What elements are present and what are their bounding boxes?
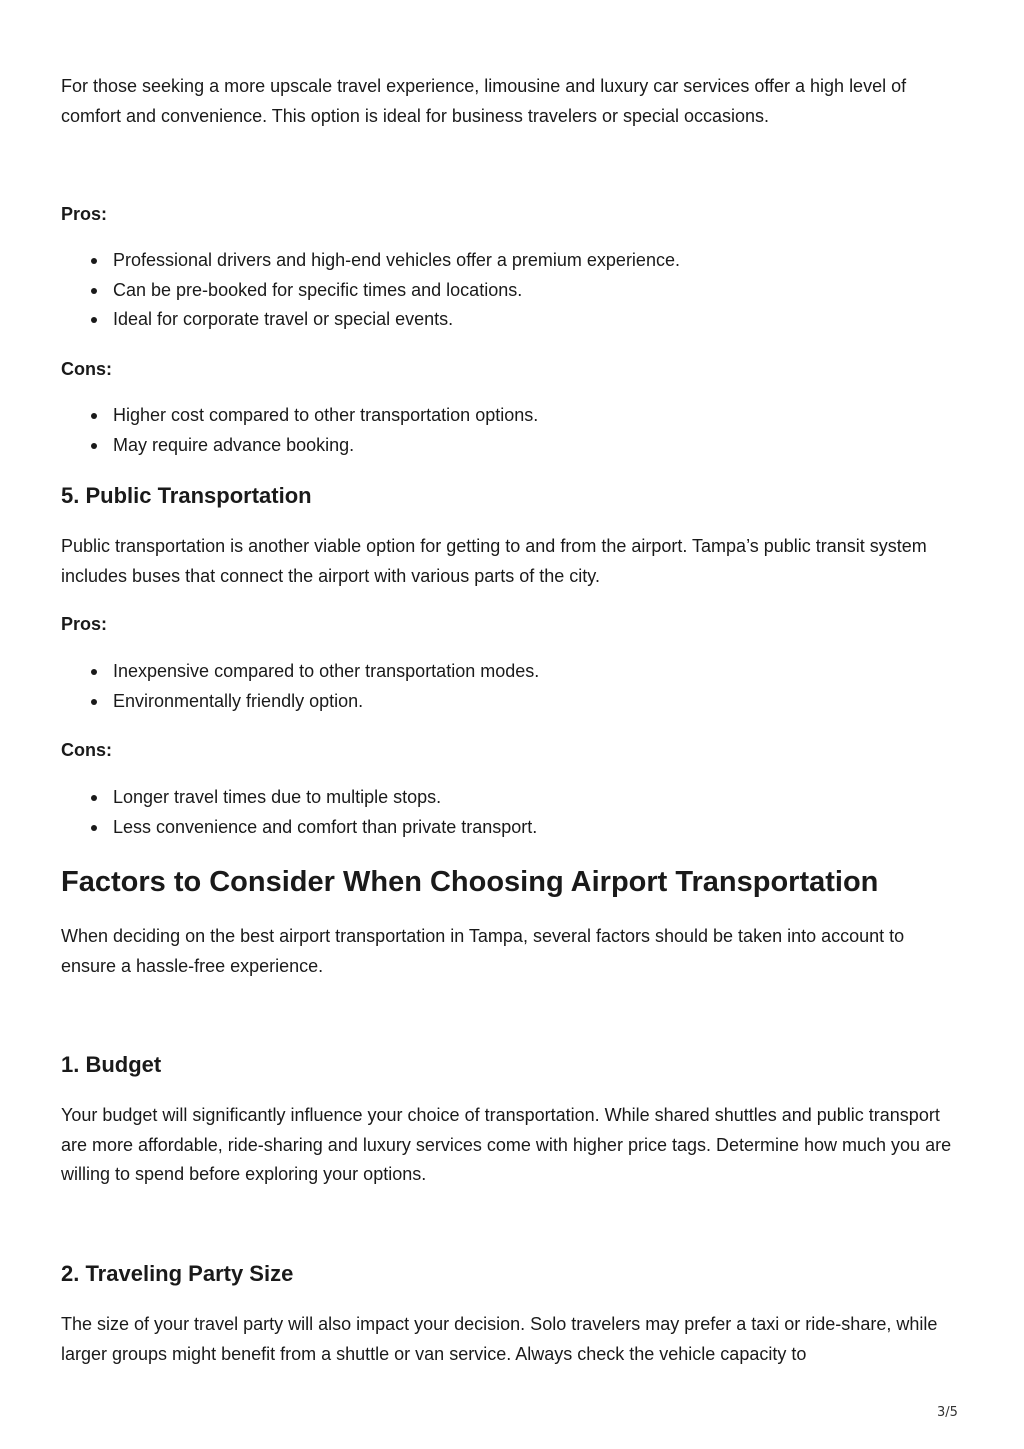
page-number: 3/5: [937, 1405, 958, 1420]
luxury-pros-label: Pros:: [61, 204, 108, 224]
list-item: Environmentally friendly option.: [61, 687, 961, 717]
party-size-paragraph: The size of your travel party will also impact your decision. Solo travelers may prefer a taxi or ride-share, while larger groups might benefit from a shuttle or van service. Always check the vehicle capacity to: [61, 1314, 938, 1364]
luxury-pros-list: [61, 246, 961, 335]
public-pros-list: [61, 657, 961, 716]
list-item: Higher cost compared to other transportation options.: [61, 401, 961, 431]
public-pros-label: Pros:: [61, 614, 108, 634]
list-item: May require advance booking.: [61, 431, 961, 461]
luxury-cons-list: [61, 401, 961, 460]
factors-paragraph: When deciding on the best airport transportation in Tampa, several factors should be taken into account to ensure a hassle-free experience.: [61, 926, 905, 976]
intro-paragraph: For those seeking a more upscale travel experience, limousine and luxury car services offer a high level of comfort and convenience. This option is ideal for business travelers or special occasions.: [61, 76, 907, 126]
public-cons-list: [61, 783, 961, 842]
list-item: Can be pre-booked for specific times and locations.: [61, 276, 961, 306]
list-item: Less convenience and comfort than private transport.: [61, 813, 961, 843]
budget-heading: 1. Budget: [61, 1052, 162, 1077]
public-transport-paragraph: Public transportation is another viable option for getting to and from the airport. Tampa’s public transit system includes buses that connect the airport with various parts of the city.: [61, 536, 927, 586]
list-item: Inexpensive compared to other transportation modes.: [61, 657, 961, 687]
public-transport-heading: 5. Public Transportation: [61, 483, 312, 508]
list-item: Longer travel times due to multiple stops.: [61, 783, 961, 813]
public-cons-label: Cons:: [61, 740, 112, 760]
budget-paragraph: Your budget will significantly influence your choice of transportation. While shared shuttles and public transport are more affordable, ride-sharing and luxury services come with higher price tags. Determine how much you are willing to spend before exploring your options.: [61, 1105, 952, 1184]
luxury-cons-label: Cons:: [61, 359, 112, 379]
factors-heading: Factors to Consider When Choosing Airport Transportation: [61, 866, 879, 898]
party-size-heading: 2. Traveling Party Size: [61, 1261, 294, 1286]
list-item: Ideal for corporate travel or special events.: [61, 305, 961, 335]
list-item: Professional drivers and high-end vehicles offer a premium experience.: [61, 246, 961, 276]
